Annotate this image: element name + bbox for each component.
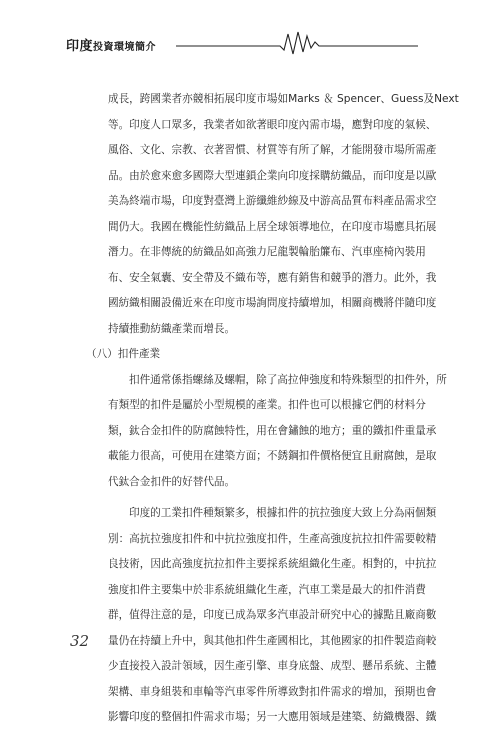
header-title <box>66 35 156 54</box>
text-line: 別：高抗拉強度扣件和中抗拉強度扣件，生產高強度抗拉扣件需要較精 <box>108 532 437 545</box>
text-line: 代鈦合金扣件的好替代品。 <box>108 475 236 488</box>
text-line: 國紡織相關設備近來在印度市場詢問度持續增加，相關商機將伴隨印度 <box>108 297 437 309</box>
text-line: 少直接投入設計領域，因生產引擎、車身底盤、成型、懸吊系統、主體 <box>108 660 437 672</box>
text-line: 量仍在持續上升中，與其他扣件生產國相比，其他國家的扣件製造商較 <box>108 634 437 647</box>
text-line: 良技術，因此高強度抗拉扣件主要採系統組織化生產。相對的，中抗拉 <box>108 558 437 570</box>
text-line: 品。由於愈來愈多國際大型連鎖企業向印度採購紡織品，而印度是以歐 <box>108 169 437 182</box>
header-title-main: 印度 <box>66 39 94 54</box>
text-line: 扣件通常係指螺絲及螺帽，除了高拉伸強度和特殊類型的扣件外，所 <box>129 373 447 386</box>
text-line: 強度扣件主要集中於非系統組織化生產，汽車工業是最大的扣件消費 <box>108 583 426 596</box>
text-line: 成長，跨國業者亦競相拓展印度市場如Marks ＆ Spencer、Guess及Next <box>108 93 459 105</box>
text-line: 等。印度人口眾多，我業者如欲著眼印度內需市場，應對印度的氣候、 <box>108 118 437 131</box>
text-line: 持續推動紡織產業而增長。 <box>108 322 236 335</box>
paragraph-3-body <box>108 406 437 506</box>
text-line: 潛力。在非傳統的紡織品如高強力尼龍製輪胎簾布、汽車座椅內裝用 <box>108 246 426 258</box>
header-title-sub: 投資環境簡介 <box>93 42 157 53</box>
text-line: 印度的工業扣件種類繁多，根據扣件的抗拉強度大致上分為兩個類 <box>129 507 437 519</box>
text-line: 有類型的扣件是屬於小型規模的產業。扣件也可以根據它們的材料分 <box>108 399 426 411</box>
section-heading: （八）扣件產業 <box>86 348 161 360</box>
text-line: 影響印度的整個扣件需求市場；另一大應用領域是建築、紡織機器、鐵 <box>108 711 437 723</box>
paragraph-1 <box>108 87 459 342</box>
text-line: 群，值得注意的是，印度已成為眾多汽車設計研究中心的據點且廠商數 <box>108 609 437 621</box>
text-line: 布、安全氣囊、安全帶及不織布等，應有銷售和競爭的潛力。此外，我 <box>108 271 437 284</box>
paragraph-3-lines <box>108 501 437 731</box>
text-line: 架構、車身組裝和車輪等汽車零件所導致對扣件需求的增加，預期也會 <box>108 685 437 698</box>
running-header <box>66 26 418 56</box>
paragraph-3-overflow <box>108 659 414 679</box>
text-line: 載能力很高，可使用在建築方面；不銹鋼扣件價格便宜且耐腐蝕，是取 <box>108 450 437 462</box>
text-line: 間仍大。我國在機能性紡織品上居全球領導地位，在印度市場應具拓展 <box>108 220 437 233</box>
text-line: 美為終端市場，印度對臺灣上游纖維紗線及中游高品質布料產品需求空 <box>108 195 437 207</box>
header-wave-line <box>176 26 418 56</box>
page-number: 32 <box>70 632 90 650</box>
text-line: 風俗、文化、宗教、衣著習慣、材質等有所了解，才能開發市場所需產 <box>108 144 437 156</box>
text-line: 類，鈦合金扣件的防腐蝕特性，用在會鏽蝕的地方；重的鐵扣件重量承 <box>108 424 437 437</box>
